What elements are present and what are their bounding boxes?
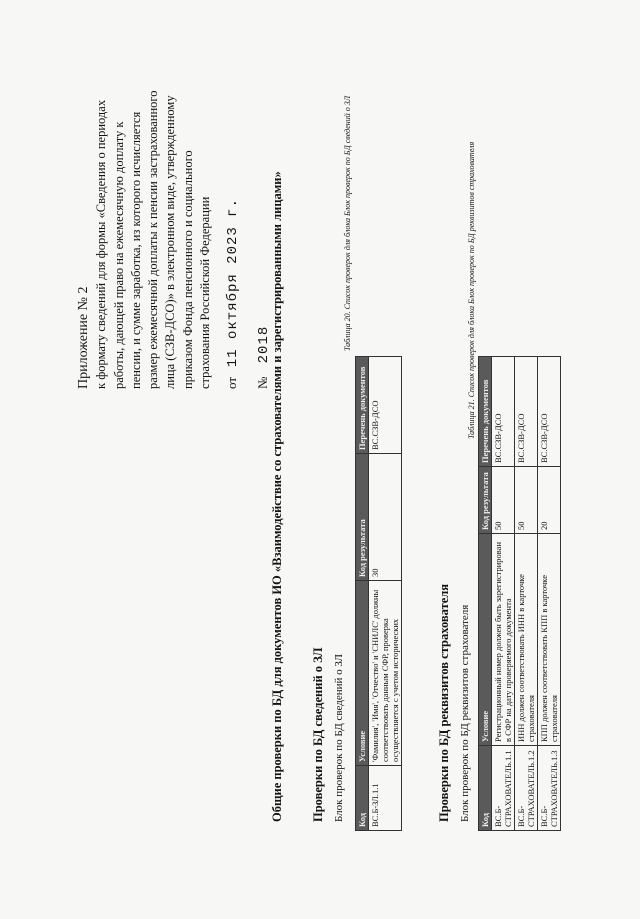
- col-code-header: Код: [479, 746, 492, 831]
- col-docs-header: Перечень документов: [356, 357, 369, 454]
- table-header-row: [356, 357, 369, 831]
- date-value: 11 октября 2023 г.: [225, 198, 242, 368]
- table-row: [515, 357, 538, 831]
- table-row: [369, 357, 402, 831]
- date-prefix: от: [224, 376, 240, 389]
- cell-code: ВС.Б-ЗЛ.1.1: [369, 766, 402, 831]
- cell-result: 50: [492, 467, 515, 534]
- appendix-line: пенсии, и сумме заработка, из которого исчисляется: [128, 111, 143, 389]
- appendix-line: размер ежемесячной доплаты к пенсии застрахованного: [146, 90, 161, 389]
- appendix-header: [75, 89, 273, 389]
- col-result-header: Код результата: [479, 467, 492, 534]
- cell-condition: ИНН должен соответствовать ИНН в карточке страхователя: [515, 534, 538, 746]
- appendix-line: приказом Фонда пенсионного и социального: [180, 150, 195, 389]
- cell-docs: ВС.СЗВ-ДСО: [492, 357, 515, 467]
- appendix-line: работы, дающей право на ежемесячную доплату к: [111, 121, 126, 389]
- section2-block-label: Блок проверок по БД реквизитов страхователя: [459, 604, 471, 822]
- section2-heading: Проверки по БД реквизитов страхователя: [437, 583, 451, 822]
- number-value: 2018: [255, 325, 272, 364]
- cell-docs: ВС.СЗВ-ДСО: [538, 357, 561, 467]
- col-result-header: Код результата: [356, 454, 369, 581]
- appendix-line: к формату сведений для формы «Сведения о периодах: [94, 99, 109, 389]
- appendix-line: страхования Российской Федерации: [198, 196, 213, 389]
- col-docs-header: Перечень документов: [479, 357, 492, 467]
- cell-code: ВС.Б-СТРАХОВАТЕЛЬ.1.2: [515, 746, 538, 831]
- number-prefix: №: [254, 376, 270, 389]
- cell-condition: Регистрационный номер должен быть зарегистрирован в СФР на дату проверяемого документа: [492, 534, 515, 746]
- cell-result: 30: [369, 454, 402, 581]
- section2-table: [478, 356, 561, 831]
- cell-docs: ВС.СЗВ-ДСО: [369, 357, 402, 454]
- appendix-line: лица (СЗВ-ДСО)» в электронном виде, утвержденному: [163, 95, 178, 389]
- col-code-header: Код: [356, 766, 369, 831]
- table-row: [538, 357, 561, 831]
- table-row: [492, 357, 515, 831]
- cell-result: 20: [538, 467, 561, 534]
- section1-block-label: Блок проверок по БД сведений о ЗЛ: [333, 654, 345, 822]
- section1-table: [355, 356, 402, 831]
- appendix-date: [223, 89, 242, 389]
- cell-code: ВС.Б-СТРАХОВАТЕЛЬ.1.1: [492, 746, 515, 831]
- cell-docs: ВС.СЗВ-ДСО: [515, 357, 538, 467]
- cell-condition: 'Фамилия', 'Имя', 'Отчество' и 'СНИЛС' должны соответствовать данным СФР, проверка осуществляется с учетом исторических: [369, 581, 402, 766]
- main-title: Общие проверки по БД для документов ИО «Взаимодействие со страхователями и зарегистрированными лицами»: [270, 171, 284, 822]
- appendix-title: Приложение № 2: [76, 286, 91, 389]
- section2-caption: Таблица 21. Список проверок для блока Блок проверок по БД реквизитов страхователя: [467, 141, 476, 439]
- table-header-row: [479, 357, 492, 831]
- cell-condition: КПП должен соответствовать КПП в карточке страхователя: [538, 534, 561, 746]
- cell-code: ВС.Б-СТРАХОВАТЕЛЬ.1.3: [538, 746, 561, 831]
- section1-caption: Таблица 20. Список проверок для блока Блок проверок по БД сведений о ЗЛ: [343, 95, 352, 351]
- section1-heading: Проверки по БД сведений о ЗЛ: [311, 647, 325, 822]
- col-condition-header: Условие: [356, 581, 369, 766]
- cell-result: 50: [515, 467, 538, 534]
- col-condition-header: Условие: [479, 534, 492, 746]
